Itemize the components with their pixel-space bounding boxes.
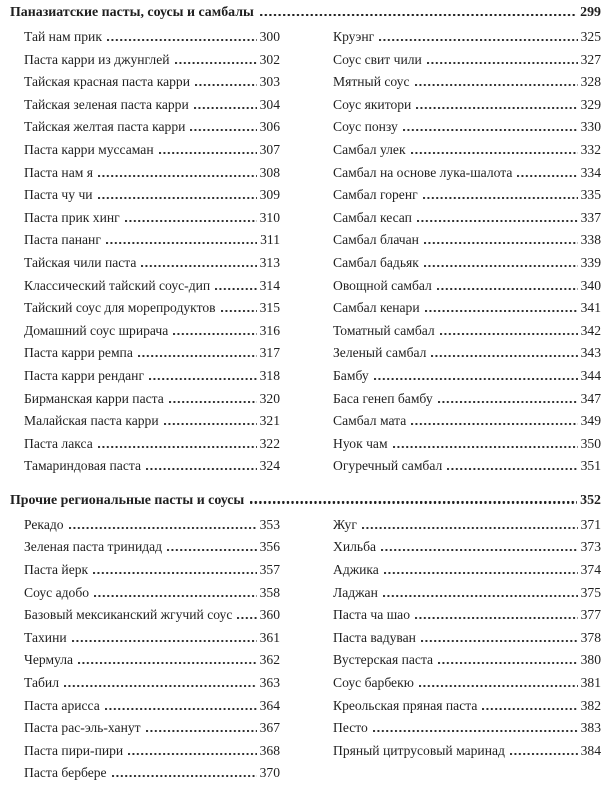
- toc-entry-page-number: 316: [259, 322, 280, 338]
- toc-entry-page-number: 373: [580, 539, 601, 555]
- dot-leader: [106, 242, 257, 244]
- toc-entry: [333, 458, 601, 481]
- toc-entry: [333, 232, 601, 255]
- toc-entry-page-number: 350: [580, 435, 601, 451]
- toc-entry: [333, 300, 601, 323]
- dot-leader: [173, 333, 256, 335]
- toc-entry: [24, 142, 280, 165]
- toc-entry-title: Бирманская карри паста: [24, 390, 164, 406]
- toc-entry-title: Самбал горенг: [333, 187, 418, 203]
- dot-leader: [438, 662, 578, 664]
- toc-entry-page-number: 381: [580, 675, 601, 691]
- dot-leader: [175, 62, 257, 64]
- dot-leader: [440, 333, 578, 335]
- toc-entry-title: Паста чу чи: [24, 187, 93, 203]
- dot-leader: [237, 617, 256, 619]
- dot-leader: [159, 152, 257, 154]
- toc-entry-page-number: 321: [259, 413, 280, 429]
- toc-entry-title: Тайский соус для морепродуктов: [24, 300, 216, 316]
- dot-leader: [146, 468, 257, 470]
- toc-entry: [333, 436, 601, 459]
- dot-leader: [431, 355, 577, 357]
- toc-entry: [333, 720, 601, 743]
- dot-leader: [383, 595, 578, 597]
- section-heading-row: [10, 492, 601, 509]
- dot-leader: [98, 197, 257, 199]
- toc-entry-page-number: 300: [259, 29, 280, 44]
- toc-entry: [24, 458, 280, 481]
- toc-entry: [24, 743, 280, 766]
- toc-entry: [24, 765, 280, 788]
- dot-leader: [169, 401, 257, 403]
- toc-entry-page-number: 378: [580, 629, 601, 645]
- toc-entry: [333, 119, 601, 142]
- toc-entry-title: Тай нам прик: [24, 29, 102, 44]
- toc-entry: [24, 720, 280, 743]
- toc-entry-page-number: 332: [580, 141, 601, 157]
- toc-entry-title: Тахини: [24, 629, 67, 645]
- dot-leader: [447, 468, 577, 470]
- toc-entry-page-number: 308: [259, 164, 280, 180]
- toc-entry-page-number: 318: [259, 367, 280, 383]
- dot-leader: [427, 62, 578, 64]
- toc-entry-page-number: 338: [580, 232, 601, 248]
- toc-entry-title: Паста карри муссаман: [24, 141, 154, 157]
- toc-entry-page-number: 329: [580, 96, 601, 112]
- dot-leader: [437, 288, 578, 290]
- toc-entry-title: Паста нам я: [24, 164, 93, 180]
- toc-entry: [333, 675, 601, 698]
- toc-entry: [333, 585, 601, 608]
- toc-entry-title: Табил: [24, 675, 59, 691]
- dot-leader: [107, 39, 257, 41]
- toc-entry-page-number: 337: [580, 209, 601, 225]
- toc-columns: [10, 29, 601, 481]
- toc-entry-page-number: 314: [259, 277, 280, 293]
- toc-entry-title: Тайская желтая паста карри: [24, 119, 186, 135]
- toc-entry-page-number: 313: [259, 254, 280, 270]
- section-title: Прочие региональные пасты и соусы: [10, 492, 245, 508]
- dot-leader: [438, 401, 578, 403]
- section-page-number: 352: [580, 492, 601, 508]
- toc-entry: [24, 52, 280, 75]
- toc-entry: [24, 97, 280, 120]
- dot-leader: [393, 446, 578, 448]
- toc-entry-page-number: 361: [259, 629, 280, 645]
- dot-leader: [424, 242, 578, 244]
- toc-entry-page-number: 334: [580, 164, 601, 180]
- toc-entry-title: Вустерская паста: [333, 652, 434, 668]
- toc-entry-title: Огуречный самбал: [333, 458, 443, 474]
- toc-entry-title: Зеленая паста тринидад: [24, 539, 163, 555]
- toc-entry-page-number: 347: [580, 390, 601, 406]
- dot-leader: [381, 549, 578, 551]
- toc-entry-page-number: 328: [580, 74, 601, 90]
- dot-leader: [411, 152, 578, 154]
- toc-entry: [24, 675, 280, 698]
- toc-entry-page-number: 351: [580, 458, 601, 474]
- dot-leader: [215, 288, 256, 290]
- toc-entry-page-number: 353: [259, 516, 280, 532]
- toc-entry: [333, 539, 601, 562]
- toc-entry-title: Пряный цитрусовый маринад: [333, 742, 505, 758]
- toc-entry: [24, 119, 280, 142]
- toc-entry-page-number: 384: [580, 742, 601, 758]
- toc-entry-page-number: 380: [580, 652, 601, 668]
- dot-leader: [167, 549, 257, 551]
- toc-entry: [24, 187, 280, 210]
- toc-entry: [333, 165, 601, 188]
- dot-leader: [362, 527, 578, 529]
- toc-entry: [333, 187, 601, 210]
- toc-entry-page-number: 367: [259, 720, 280, 736]
- dot-leader: [510, 753, 578, 755]
- toc-entry-page-number: 344: [580, 367, 601, 383]
- dot-leader: [190, 129, 256, 131]
- toc-entry-title: Соус барбекю: [333, 675, 414, 691]
- toc-column-left: [24, 29, 280, 481]
- dot-leader: [403, 129, 578, 131]
- dot-leader: [415, 84, 578, 86]
- dot-leader: [138, 355, 257, 357]
- toc-entry-page-number: 360: [259, 607, 280, 623]
- toc-entry: [24, 323, 280, 346]
- toc-entry-page-number: 327: [580, 51, 601, 67]
- toc-entry-title: Домашний соус шрирача: [24, 322, 169, 338]
- toc-entry-page-number: 303: [259, 74, 280, 90]
- toc-entry-page-number: 370: [259, 765, 280, 781]
- toc-columns: [10, 517, 601, 788]
- toc-entry-page-number: 310: [259, 209, 280, 225]
- toc-entry: [333, 562, 601, 585]
- toc-entry: [24, 698, 280, 721]
- toc-entry-title: Малайская паста карри: [24, 413, 159, 429]
- toc-entry-title: Паста карри из джунглей: [24, 51, 170, 67]
- dot-leader: [260, 14, 577, 16]
- dot-leader: [105, 708, 257, 710]
- toc-entry-title: Паста лакса: [24, 435, 93, 451]
- toc-entry-title: Жуг: [333, 516, 357, 532]
- dot-leader: [421, 640, 578, 642]
- toc-entry-page-number: 317: [259, 345, 280, 361]
- dot-leader: [411, 423, 577, 425]
- toc-entry: [333, 652, 601, 675]
- toc-entry: [24, 539, 280, 562]
- toc-entry-title: Хильба: [333, 539, 377, 555]
- dot-leader: [221, 310, 257, 312]
- toc-entry-page-number: 302: [259, 51, 280, 67]
- toc-entry-title: Самбал на основе лука-шалота: [333, 164, 513, 180]
- dot-leader: [250, 501, 577, 503]
- toc-entry-title: Самбал кенари: [333, 300, 420, 316]
- toc-entry: [333, 413, 601, 436]
- toc-entry-page-number: 325: [580, 29, 601, 44]
- dot-leader: [425, 310, 578, 312]
- toc-entry-page-number: 356: [259, 539, 280, 555]
- toc-entry-page-number: 340: [580, 277, 601, 293]
- toc-entry-page-number: 377: [580, 607, 601, 623]
- toc-entry: [24, 585, 280, 608]
- toc-entry-page-number: 304: [259, 96, 280, 112]
- toc-entry-title: Паста вадуван: [333, 629, 416, 645]
- toc-entry: [333, 698, 601, 721]
- toc-entry-title: Самбал кесап: [333, 209, 412, 225]
- toc-entry-title: Бамбу: [333, 367, 369, 383]
- toc-entry-title: Рекадо: [24, 516, 64, 532]
- toc-entry-title: Паста прик хинг: [24, 209, 120, 225]
- toc-entry-title: Овощной самбал: [333, 277, 432, 293]
- dot-leader: [93, 572, 256, 574]
- toc-entry-page-number: 374: [580, 562, 601, 578]
- toc-entry-page-number: 383: [580, 720, 601, 736]
- toc-entry-page-number: 324: [259, 458, 280, 474]
- toc-entry: [333, 345, 601, 368]
- toc-entry-page-number: 339: [580, 254, 601, 270]
- toc-entry-page-number: 335: [580, 187, 601, 203]
- section-page-number: 299: [580, 5, 601, 20]
- toc-entry-page-number: 363: [259, 675, 280, 691]
- dot-leader: [149, 378, 257, 380]
- toc-entry-title: Самбал улек: [333, 141, 406, 157]
- toc-entry: [24, 368, 280, 391]
- toc-entry-page-number: 364: [259, 697, 280, 713]
- dot-leader: [417, 220, 578, 222]
- toc-entry: [24, 300, 280, 323]
- dot-leader: [384, 572, 578, 574]
- toc-entry-title: Самбал мата: [333, 413, 407, 429]
- toc-entry-page-number: 341: [580, 300, 601, 316]
- dot-leader: [146, 730, 257, 732]
- toc-entry: [333, 29, 601, 52]
- toc-entry: [24, 391, 280, 414]
- toc-entry: [333, 630, 601, 653]
- toc-entry: [333, 255, 601, 278]
- toc-entry-page-number: 349: [580, 413, 601, 429]
- toc-entry-page-number: 357: [259, 562, 280, 578]
- dot-leader: [98, 175, 257, 177]
- toc-entry: [24, 345, 280, 368]
- toc-entry-title: Базовый мексиканский жгучий соус: [24, 607, 233, 623]
- toc-entry: [333, 97, 601, 120]
- dot-leader: [482, 708, 577, 710]
- toc-entry-title: Самбал бадьяк: [333, 254, 419, 270]
- dot-leader: [415, 617, 578, 619]
- dot-leader: [98, 446, 257, 448]
- dot-leader: [423, 197, 578, 199]
- toc-entry: [333, 368, 601, 391]
- toc-entry-page-number: 309: [259, 187, 280, 203]
- dot-leader: [125, 220, 257, 222]
- toc-entry-title: Тайская красная паста карри: [24, 74, 190, 90]
- toc-entry-title: Песто: [333, 720, 368, 736]
- toc-entry: [24, 29, 280, 52]
- toc-entry: [333, 607, 601, 630]
- toc-entry-title: Чермула: [24, 652, 74, 668]
- toc-entry-title: Паста карри ренданг: [24, 367, 145, 383]
- toc-entry-title: Креольская пряная паста: [333, 697, 478, 713]
- toc-entry-page-number: 371: [580, 516, 601, 532]
- dot-leader: [64, 685, 257, 687]
- toc-entry-page-number: 307: [259, 141, 280, 157]
- toc-entry: [333, 278, 601, 301]
- toc-entry-title: Соус свит чили: [333, 51, 422, 67]
- toc-entry-title: Нуок чам: [333, 435, 388, 451]
- toc-entry-page-number: 315: [259, 300, 280, 316]
- toc-entry-title: Тайская зеленая паста карри: [24, 96, 189, 112]
- toc-entry: [24, 517, 280, 540]
- dot-leader: [517, 175, 577, 177]
- toc-entry: [24, 232, 280, 255]
- toc-entry-page-number: 362: [259, 652, 280, 668]
- toc-entry-title: Соус понзу: [333, 119, 398, 135]
- dot-leader: [112, 775, 257, 777]
- dot-leader: [419, 685, 578, 687]
- section-title: Паназиатские пасты, соусы и самбалы: [10, 5, 254, 20]
- toc-entry: [24, 562, 280, 585]
- dot-leader: [69, 527, 257, 529]
- toc-entry: [333, 52, 601, 75]
- dot-leader: [373, 730, 578, 732]
- toc-entry: [333, 743, 601, 766]
- toc-entry: [333, 74, 601, 97]
- toc-entry-title: Тамариндовая паста: [24, 458, 142, 474]
- toc-entry-page-number: 306: [259, 119, 280, 135]
- toc-entry-title: Круэнг: [333, 29, 375, 44]
- toc-entry-title: Паста арисса: [24, 697, 100, 713]
- toc-entry-title: Аджика: [333, 562, 379, 578]
- toc-entry: [333, 323, 601, 346]
- toc-entry-page-number: 311: [260, 232, 280, 248]
- toc-entry: [333, 391, 601, 414]
- toc-entry-title: Мятный соус: [333, 74, 410, 90]
- dot-leader: [195, 84, 257, 86]
- dot-leader: [78, 662, 257, 664]
- toc-entry-page-number: 342: [580, 322, 601, 338]
- toc-entry: [333, 210, 601, 233]
- toc-column-left: [24, 517, 280, 788]
- toc-entry: [24, 652, 280, 675]
- toc-entry-title: Соус адобо: [24, 584, 90, 600]
- dot-leader: [164, 423, 257, 425]
- toc-entry-page-number: 368: [259, 742, 280, 758]
- dot-leader: [141, 265, 256, 267]
- toc-entry: [24, 255, 280, 278]
- toc-entry-title: Ладжан: [333, 584, 378, 600]
- dot-leader: [374, 378, 578, 380]
- toc-entry: [24, 278, 280, 301]
- toc-entry-title: Самбал блачан: [333, 232, 419, 248]
- toc-column-right: [333, 517, 601, 788]
- toc-entry-page-number: 343: [580, 345, 601, 361]
- dot-leader: [424, 265, 578, 267]
- toc-entry-title: Томатный самбал: [333, 322, 435, 338]
- dot-leader: [72, 640, 257, 642]
- toc-entry-title: Зеленый самбал: [333, 345, 427, 361]
- toc-entry: [24, 210, 280, 233]
- section-heading-row: [10, 4, 601, 21]
- toc-entry: [24, 436, 280, 459]
- toc-entry-title: Тайская чили паста: [24, 254, 137, 270]
- toc-entry: [24, 165, 280, 188]
- toc-entry-page-number: 382: [580, 697, 601, 713]
- dot-leader: [94, 595, 257, 597]
- dot-leader: [128, 753, 256, 755]
- toc-section-regional: [10, 492, 601, 788]
- dot-leader: [194, 107, 257, 109]
- toc-entry-title: Классический тайский соус-дип: [24, 277, 211, 293]
- toc-column-right: [333, 29, 601, 481]
- toc-entry-page-number: 330: [580, 119, 601, 135]
- toc-entry: [333, 517, 601, 540]
- toc-entry: [24, 413, 280, 436]
- toc-entry: [24, 74, 280, 97]
- toc-entry-title: Баса генеп бамбу: [333, 390, 433, 406]
- toc-entry-title: Паста карри ремпа: [24, 345, 133, 361]
- toc-entry-title: Паста пананг: [24, 232, 101, 248]
- toc-section-panasian: [10, 4, 601, 481]
- toc-entry: [24, 630, 280, 653]
- toc-entry-title: Соус якитори: [333, 96, 412, 112]
- toc-entry-page-number: 320: [259, 390, 280, 406]
- dot-leader: [416, 107, 577, 109]
- toc-entry-title: Паста бербере: [24, 765, 107, 781]
- toc-entry-title: Паста йерк: [24, 562, 89, 578]
- toc-entry-page-number: 375: [580, 584, 601, 600]
- toc-entry-page-number: 358: [259, 584, 280, 600]
- toc-entry-title: Паста рас-эль-ханут: [24, 720, 141, 736]
- toc-entry-title: Паста ча шао: [333, 607, 410, 623]
- toc-entry-page-number: 322: [259, 435, 280, 451]
- toc-entry-title: Паста пири-пири: [24, 742, 124, 758]
- toc-entry: [24, 607, 280, 630]
- toc-entry: [333, 142, 601, 165]
- dot-leader: [379, 39, 577, 41]
